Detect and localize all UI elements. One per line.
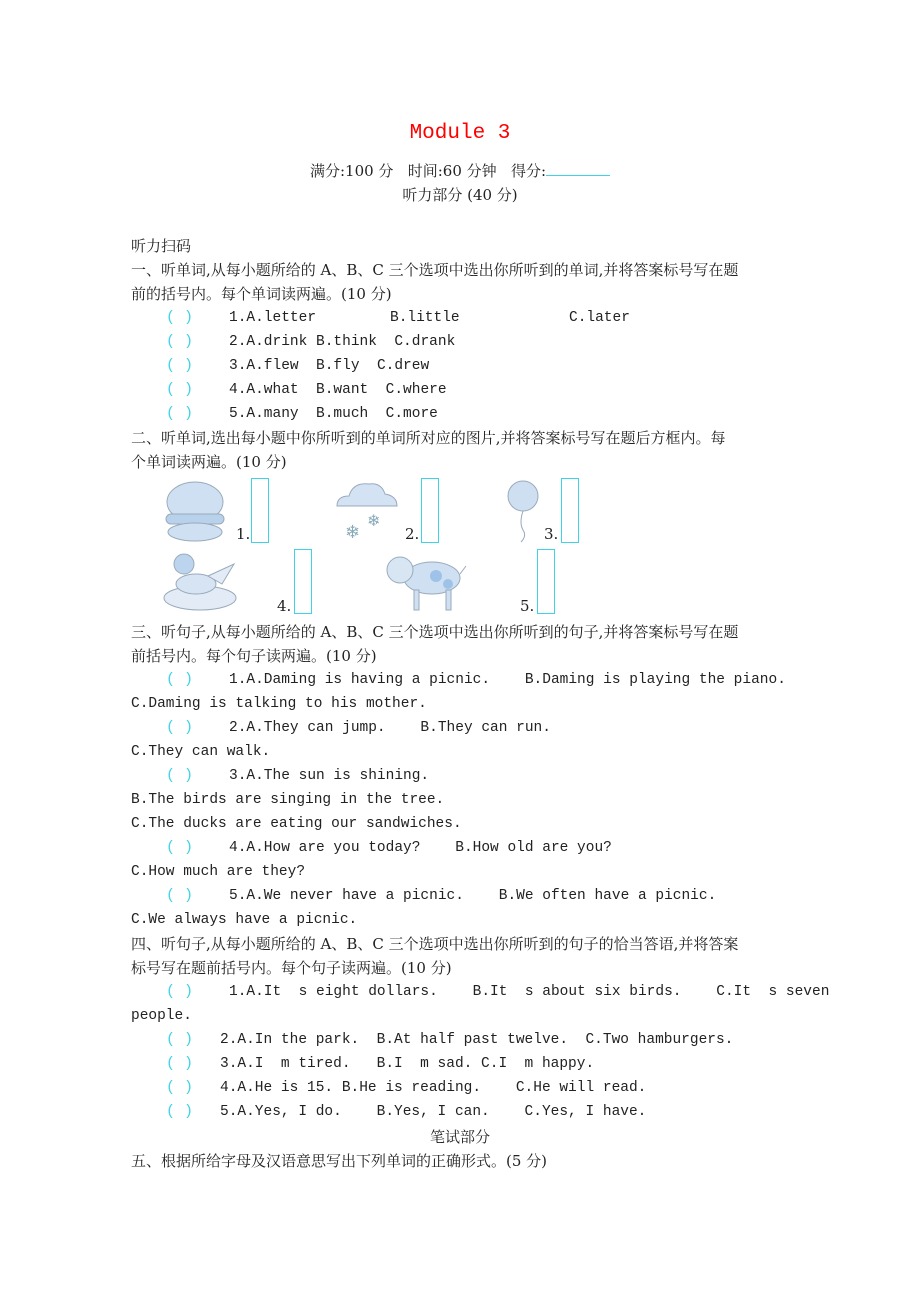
- answer-bracket[interactable]: ( ): [166, 405, 194, 422]
- option: B.fly: [316, 358, 360, 374]
- duck-nest-icon: [162, 548, 242, 612]
- section2-heading-cont: 个单词读两遍。(10 分): [131, 453, 287, 471]
- question-item: 2.A.In the park. B.At half past twelve. C.Two hamburgers.: [220, 1032, 734, 1048]
- option: C.drew: [376, 358, 430, 374]
- written-header: 笔试部分: [429, 1128, 490, 1146]
- time-limit: 时间:60 分钟: [407, 162, 497, 180]
- full-score: 满分:100 分: [309, 162, 394, 180]
- option: B.much: [316, 406, 369, 422]
- question-item-cont: C.We always have a picnic.: [131, 912, 358, 928]
- answer-box[interactable]: [294, 549, 312, 614]
- question-item: 5.A.Yes, I do. B.Yes, I can. C.Yes, I have.: [220, 1104, 647, 1120]
- question-item: 2.A.They can jump. B.They can run.: [229, 720, 551, 736]
- question-item: 1.A.Daming is having a picnic. B.Daming is playing the piano.: [229, 672, 786, 688]
- option: C.later: [569, 310, 630, 326]
- picture-label: 2.: [405, 525, 420, 543]
- answer-bracket[interactable]: ( ): [166, 1031, 194, 1048]
- picture-label: 1.: [236, 525, 251, 543]
- answer-bracket[interactable]: ( ): [166, 333, 194, 350]
- question-item: 4.A.He is 15. B.He is reading. C.He will read.: [220, 1080, 647, 1096]
- section5-heading: 五、根据所给字母及汉语意思写出下列单词的正确形式。(5 分): [131, 1152, 548, 1170]
- question-item: [229, 356, 429, 376]
- picture-label: 3.: [544, 525, 559, 543]
- option: C.drank: [394, 334, 456, 350]
- section4-heading-cont: 标号写在题前括号内。每个句子读两遍。(10 分): [131, 959, 452, 977]
- question-item: 1.A.It s eight dollars. B.It s about six birds. C.It s seven: [229, 984, 830, 1000]
- option: B.little: [390, 310, 460, 326]
- option: B.want: [316, 382, 369, 398]
- option: B.think: [316, 334, 377, 350]
- answer-bracket[interactable]: ( ): [166, 983, 194, 1000]
- section3-heading-cont: 前括号内。每个句子读两遍。(10 分): [131, 647, 377, 665]
- question-item-cont: C.How much are they?: [131, 864, 306, 880]
- score-label: 得分:: [510, 162, 547, 180]
- svg-text:❄: ❄: [367, 511, 381, 530]
- question-item-cont: B.The birds are singing in the tree.: [131, 792, 445, 808]
- question-item: [229, 380, 447, 400]
- score-blank[interactable]: [546, 161, 610, 176]
- question-item: 5.A.We never have a picnic. B.We often have a picnic.: [229, 888, 717, 904]
- answer-bracket[interactable]: ( ): [166, 1103, 194, 1120]
- answer-bracket[interactable]: ( ): [166, 839, 194, 856]
- section1-heading-cont: 前的括号内。每个单词读两遍。(10 分): [131, 285, 392, 303]
- option: 5.A.many: [229, 406, 299, 422]
- question-item-cont: people.: [131, 1008, 192, 1024]
- hamburger-icon: [162, 478, 228, 544]
- answer-bracket[interactable]: ( ): [166, 381, 194, 398]
- page-title: Module 3: [409, 122, 511, 145]
- option: 1.A.letter: [229, 310, 317, 326]
- question-item: 3.A.The sun is shining.: [229, 768, 430, 784]
- option: 4.A.what: [229, 382, 299, 398]
- snow-cloud-icon: [333, 478, 399, 544]
- question-item: [229, 404, 438, 424]
- answer-box[interactable]: [561, 478, 579, 543]
- section2-heading: 二、听单词,选出每小题中你所听到的单词所对应的图片,并将答案标号写在题后方框内。每: [131, 429, 726, 447]
- answer-box[interactable]: [421, 478, 439, 543]
- picture-label: 4.: [277, 597, 292, 615]
- question-item-cont: C.Daming is talking to his mother.: [131, 696, 427, 712]
- option: C.more: [385, 406, 438, 422]
- answer-bracket[interactable]: ( ): [166, 719, 194, 736]
- question-item: 4.A.How are you today? B.How old are you?: [229, 840, 612, 856]
- question-item: [229, 332, 455, 352]
- answer-bracket[interactable]: ( ): [166, 357, 194, 374]
- option: C.where: [385, 382, 447, 398]
- answer-bracket[interactable]: ( ): [166, 767, 194, 784]
- cow-icon: [376, 548, 468, 612]
- balloon-icon: [503, 478, 543, 544]
- answer-box[interactable]: [537, 549, 555, 614]
- section4-heading: 四、听句子,从每小题所给的 A、B、C 三个选项中选出你所听到的句子的恰当答语,并将答案: [131, 935, 739, 953]
- picture-label: 5.: [520, 597, 535, 615]
- section1-heading: 一、听单词,从每小题所给的 A、B、C 三个选项中选出你所听到的单词,并将答案标号写在题: [131, 261, 739, 279]
- exam-info: [0, 161, 920, 181]
- answer-bracket[interactable]: ( ): [166, 671, 194, 688]
- question-item-cont: C.The ducks are eating our sandwiches.: [131, 816, 462, 832]
- section3-heading: 三、听句子,从每小题所给的 A、B、C 三个选项中选出你所听到的句子,并将答案标号写在题: [131, 623, 739, 641]
- question-item: 3.A.I m tired. B.I m sad. C.I m happy.: [220, 1056, 595, 1072]
- answer-box[interactable]: [251, 478, 269, 543]
- option: 3.A.flew: [229, 358, 299, 374]
- option: 2.A.drink: [229, 334, 308, 350]
- answer-bracket[interactable]: ( ): [166, 1055, 194, 1072]
- answer-bracket[interactable]: ( ): [166, 1079, 194, 1096]
- scan-label: 听力扫码: [131, 237, 192, 255]
- listening-header: 听力部分 (40 分): [402, 186, 518, 204]
- answer-bracket[interactable]: ( ): [166, 887, 194, 904]
- question-item-cont: C.They can walk.: [131, 744, 271, 760]
- svg-text:❄: ❄: [345, 522, 361, 543]
- answer-bracket[interactable]: ( ): [166, 309, 194, 326]
